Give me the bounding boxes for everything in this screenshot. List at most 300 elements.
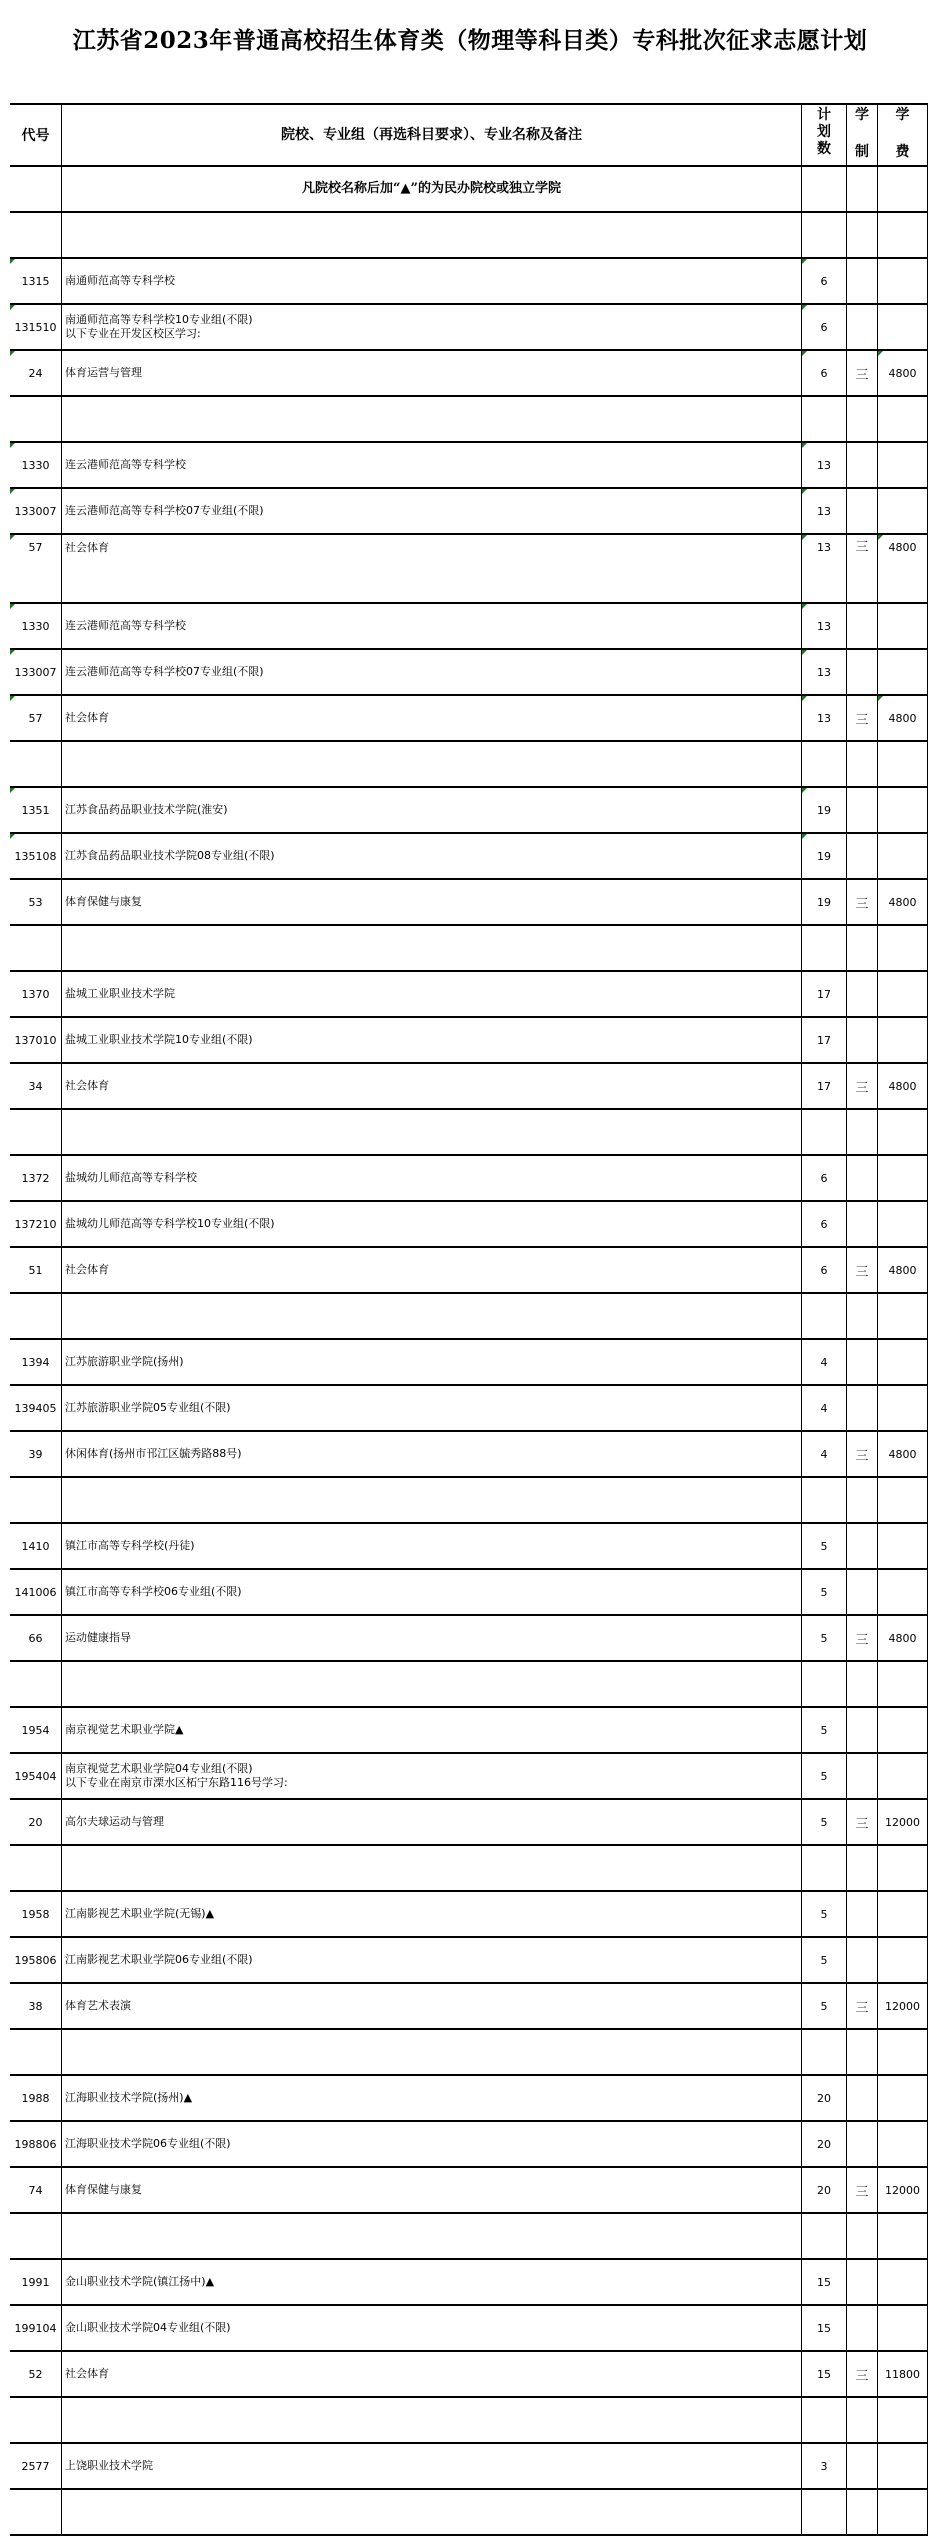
table-row-school: [10, 441, 928, 487]
header-code: 代号: [21, 128, 50, 144]
plan-value: 6: [820, 320, 828, 334]
plan-cell: [801, 1984, 846, 2028]
name-cell: [61, 1662, 801, 1706]
length-cell: [846, 1018, 877, 1062]
code-cell: [10, 1018, 61, 1062]
fee-cell: [877, 305, 928, 349]
code-cell: [10, 880, 61, 924]
name-cell: [61, 535, 801, 602]
code-cell: [10, 2490, 61, 2534]
length-cell: [846, 2352, 877, 2396]
length-cell: [846, 742, 877, 786]
table-row-school: [10, 1154, 928, 1200]
table-row-group: [10, 1568, 928, 1614]
plan-cell: [801, 1202, 846, 1246]
code-value: 1394: [21, 1355, 50, 1369]
code-cell: [10, 397, 61, 441]
flag-triangle-icon: [10, 351, 15, 356]
name-cell: [61, 2214, 801, 2258]
name-value: 江苏旅游职业学院(扬州): [65, 1355, 184, 1368]
table-row-major: [10, 1430, 928, 1476]
fee-value: 4800: [888, 1447, 917, 1461]
fee-cell: [877, 972, 928, 1016]
code-value: 1954: [21, 1723, 50, 1737]
length-value: 三: [855, 2000, 869, 2016]
length-cell: [846, 397, 877, 441]
code-cell: [10, 696, 61, 740]
plan-cell: [801, 1570, 846, 1614]
name-value: 南京视觉艺术职业学院04专业组(不限): [65, 1762, 253, 1775]
plan-cell: [801, 834, 846, 878]
code-cell: [10, 742, 61, 786]
length-cell: [846, 305, 877, 349]
code-cell: [10, 2168, 61, 2212]
header-plan-char: 数: [817, 141, 831, 157]
code-cell: [10, 305, 61, 349]
code-value: 53: [28, 895, 43, 909]
table-header-row: [10, 103, 928, 165]
length-cell: [846, 2168, 877, 2212]
flag-triangle-icon: [10, 834, 15, 839]
plan-cell: [801, 1340, 846, 1384]
length-cell: [846, 1524, 877, 1568]
length-value: 三: [855, 2368, 869, 2384]
length-cell: [846, 2214, 877, 2258]
name-value: 南通师范高等专科学校: [65, 274, 175, 287]
name-cell: [61, 2168, 801, 2212]
spacer-row: [10, 2488, 928, 2534]
fee-value: 4800: [888, 1079, 917, 1093]
fee-cell: [877, 1616, 928, 1660]
notice-fee-cell: [877, 167, 928, 211]
name-value: 社会体育: [65, 1263, 109, 1276]
length-cell: [846, 696, 877, 740]
code-cell: [10, 834, 61, 878]
length-value: 三: [855, 896, 869, 912]
fee-cell: [877, 1340, 928, 1384]
plan-value: 5: [820, 1999, 828, 2013]
fee-cell: [877, 650, 928, 694]
flag-triangle-icon: [802, 305, 807, 310]
name-cell: [61, 2030, 801, 2074]
flag-triangle-icon: [10, 443, 15, 448]
code-value: 39: [28, 1447, 43, 1461]
table-row-major: [10, 1062, 928, 1108]
table-row-major: [10, 533, 928, 602]
enrollment-plan-table: [10, 103, 928, 2536]
plan-cell: [801, 1018, 846, 1062]
length-value: 三: [855, 1080, 869, 1096]
name-value: 镇江市高等专科学校06专业组(不限): [65, 1585, 242, 1598]
code-value: 199104: [14, 2321, 57, 2335]
code-cell: [10, 2260, 61, 2304]
code-cell: [10, 1248, 61, 1292]
flag-triangle-icon: [802, 535, 807, 540]
name-value: 休闲体育(扬州市邗江区毓秀路88号): [65, 1447, 242, 1460]
code-value: 24: [28, 366, 43, 380]
fee-value: 4800: [888, 1263, 917, 1277]
table-row-school: [10, 602, 928, 648]
plan-value: 15: [817, 2321, 831, 2335]
fee-cell: [877, 443, 928, 487]
length-cell: [846, 1294, 877, 1338]
flag-triangle-icon: [802, 788, 807, 793]
name-cell: [61, 2352, 801, 2396]
code-cell: [10, 2398, 61, 2442]
spacer-row: [10, 740, 928, 786]
name-value: 南通师范高等专科学校10专业组(不限): [65, 313, 253, 326]
flag-triangle-icon: [878, 535, 883, 540]
fee-cell: [877, 1754, 928, 1798]
plan-value: 4: [820, 1447, 828, 1461]
plan-value: 6: [820, 274, 828, 288]
length-cell: [846, 351, 877, 395]
code-value: 141006: [14, 1585, 57, 1599]
plan-cell: [801, 213, 846, 257]
fee-cell: [877, 2490, 928, 2534]
name-cell: [61, 1754, 801, 1798]
flag-triangle-icon: [802, 489, 807, 494]
length-value: 三: [855, 712, 869, 728]
fee-cell: [877, 1938, 928, 1982]
flag-triangle-icon: [10, 788, 15, 793]
name-value: 社会体育: [65, 1079, 109, 1092]
code-cell: [10, 2306, 61, 2350]
name-value: 金山职业技术学院04专业组(不限): [65, 2321, 231, 2334]
length-cell: [846, 604, 877, 648]
name-value: 江苏旅游职业学院05专业组(不限): [65, 1401, 231, 1414]
plan-cell: [801, 650, 846, 694]
name-value: 盐城工业职业技术学院: [65, 987, 175, 1000]
name-cell: [61, 1294, 801, 1338]
name-value: 连云港师范高等专科学校07专业组(不限): [65, 504, 264, 517]
fee-cell: [877, 742, 928, 786]
length-cell: [846, 650, 877, 694]
code-cell: [10, 1202, 61, 1246]
name-cell: [61, 2260, 801, 2304]
length-cell: [846, 213, 877, 257]
name-cell: [61, 489, 801, 533]
name-cell: [61, 443, 801, 487]
spacer-row: [10, 2396, 928, 2442]
flag-triangle-icon: [10, 489, 15, 494]
code-value: 137210: [14, 1217, 57, 1231]
fee-cell: [877, 1524, 928, 1568]
name-cell: [61, 1340, 801, 1384]
code-cell: [10, 1386, 61, 1430]
length-cell: [846, 2398, 877, 2442]
plan-cell: [801, 1754, 846, 1798]
fee-cell: [877, 2030, 928, 2074]
plan-value: 4: [820, 1401, 828, 1415]
length-cell: [846, 1662, 877, 1706]
header-fee-char: 费: [895, 144, 910, 160]
name-value: 江南影视艺术职业学院06专业组(不限): [65, 1953, 253, 1966]
fee-cell: [877, 2122, 928, 2166]
flag-triangle-icon: [802, 696, 807, 701]
length-cell: [846, 443, 877, 487]
table-row-group: [10, 1752, 928, 1798]
length-value: 三: [855, 2184, 869, 2200]
plan-value: 15: [817, 2367, 831, 2381]
plan-cell: [801, 259, 846, 303]
length-cell: [846, 2030, 877, 2074]
fee-cell: [877, 2306, 928, 2350]
length-cell: [846, 926, 877, 970]
length-cell: [846, 1846, 877, 1890]
plan-value: 3: [820, 2459, 828, 2473]
name-value: 连云港师范高等专科学校: [65, 619, 186, 632]
plan-cell: [801, 2444, 846, 2488]
length-cell: [846, 1708, 877, 1752]
code-cell: [10, 1524, 61, 1568]
fee-value: 4800: [888, 366, 917, 380]
plan-cell: [801, 1800, 846, 1844]
code-value: 74: [28, 2183, 43, 2197]
length-cell: [846, 1616, 877, 1660]
spacer-row: [10, 1292, 928, 1338]
flag-triangle-icon: [10, 650, 15, 655]
spacer-row: [10, 2028, 928, 2074]
length-cell: [846, 1248, 877, 1292]
plan-cell: [801, 2030, 846, 2074]
length-cell: [846, 1340, 877, 1384]
code-cell: [10, 2352, 61, 2396]
name-value: 社会体育: [65, 711, 109, 724]
plan-value: 5: [820, 1769, 828, 1783]
table-row-group: [10, 2304, 928, 2350]
fee-value: 4800: [888, 711, 917, 725]
code-cell: [10, 788, 61, 832]
plan-value: 20: [817, 2183, 831, 2197]
plan-value: 13: [817, 711, 831, 725]
length-cell: [846, 535, 877, 602]
code-cell: [10, 351, 61, 395]
flag-triangle-icon: [878, 696, 883, 701]
name-cell: [61, 1018, 801, 1062]
fee-cell: [877, 2260, 928, 2304]
name-cell: [61, 2444, 801, 2488]
plan-cell: [801, 696, 846, 740]
code-value: 1370: [21, 987, 50, 1001]
fee-cell: [877, 259, 928, 303]
spacer-row: [10, 1660, 928, 1706]
name-value: 高尔夫球运动与管理: [65, 1815, 164, 1828]
code-value: 66: [28, 1631, 43, 1645]
plan-value: 13: [817, 504, 831, 518]
name-cell: [61, 1570, 801, 1614]
code-cell: [10, 1432, 61, 1476]
flag-triangle-icon: [802, 259, 807, 264]
length-cell: [846, 489, 877, 533]
fee-cell: [877, 1800, 928, 1844]
code-cell: [10, 259, 61, 303]
plan-value: 13: [817, 541, 831, 554]
table-row-group: [10, 832, 928, 878]
plan-value: 6: [820, 366, 828, 380]
name-cell: [61, 696, 801, 740]
spacer-row: [10, 924, 928, 970]
plan-cell: [801, 1432, 846, 1476]
flag-triangle-icon: [802, 650, 807, 655]
code-value: 195806: [14, 1953, 57, 1967]
plan-cell: [801, 2168, 846, 2212]
plan-cell: [801, 2306, 846, 2350]
code-value: 51: [28, 1263, 43, 1277]
length-value: 三: [855, 1264, 869, 1280]
code-value: 1991: [21, 2275, 50, 2289]
length-cell: [846, 1478, 877, 1522]
plan-value: 17: [817, 1079, 831, 1093]
length-cell: [846, 972, 877, 1016]
flag-triangle-icon: [10, 305, 15, 310]
plan-value: 13: [817, 619, 831, 633]
plan-cell: [801, 1524, 846, 1568]
fee-cell: [877, 535, 928, 602]
plan-value: 5: [820, 1539, 828, 1553]
code-cell: [10, 2076, 61, 2120]
plan-cell: [801, 351, 846, 395]
fee-cell: [877, 1294, 928, 1338]
plan-cell: [801, 926, 846, 970]
code-value: 131510: [14, 320, 57, 334]
table-row-major: [10, 1982, 928, 2028]
name-cell: [61, 1892, 801, 1936]
plan-value: 19: [817, 803, 831, 817]
name-cell: [61, 926, 801, 970]
code-value: 1958: [21, 1907, 50, 1921]
code-value: 52: [28, 2367, 43, 2381]
plan-cell: [801, 972, 846, 1016]
fee-value: 11800: [885, 2367, 920, 2381]
plan-value: 13: [817, 665, 831, 679]
name-value: 连云港师范高等专科学校07专业组(不限): [65, 665, 264, 678]
name-cell: [61, 1110, 801, 1154]
name-value: 体育艺术表演: [65, 1999, 131, 2012]
spacer-row: [10, 1108, 928, 1154]
name-cell: [61, 742, 801, 786]
name-value: 盐城幼儿师范高等专科学校: [65, 1171, 197, 1184]
table-row-group: [10, 1016, 928, 1062]
plan-cell: [801, 2214, 846, 2258]
header-plan-char: 计: [817, 107, 831, 123]
length-cell: [846, 1800, 877, 1844]
flag-triangle-icon: [878, 351, 883, 356]
length-cell: [846, 880, 877, 924]
fee-value: 12000: [885, 1815, 920, 1829]
length-cell: [846, 1156, 877, 1200]
plan-value: 20: [817, 2091, 831, 2105]
fee-cell: [877, 834, 928, 878]
header-length: [846, 105, 877, 165]
name-cell: [61, 351, 801, 395]
flag-triangle-icon: [802, 351, 807, 356]
name-value: 上饶职业技术学院: [65, 2459, 153, 2472]
plan-cell: [801, 2490, 846, 2534]
header-length-char: 学: [855, 107, 869, 123]
spacer-row: [10, 2212, 928, 2258]
plan-value: 19: [817, 849, 831, 863]
name-value: 江苏食品药品职业技术学院08专业组(不限): [65, 849, 275, 862]
name-value: 社会体育: [65, 2367, 109, 2380]
table-row-group: [10, 1384, 928, 1430]
code-cell: [10, 535, 61, 602]
table-row-group: [10, 1936, 928, 1982]
name-value: 体育保健与康复: [65, 2183, 142, 2196]
name-value: 盐城工业职业技术学院10专业组(不限): [65, 1033, 253, 1046]
code-value: 1372: [21, 1171, 50, 1185]
header-name: 院校、专业组（再选科目要求）、专业名称及备注: [61, 105, 801, 165]
length-cell: [846, 2076, 877, 2120]
plan-value: 5: [820, 1953, 828, 1967]
code-cell: [10, 213, 61, 257]
length-value: 三: [855, 1448, 869, 1464]
table-body: [10, 211, 928, 2534]
plan-cell: [801, 2076, 846, 2120]
length-cell: [846, 2122, 877, 2166]
fee-cell: [877, 1110, 928, 1154]
notice-text: 凡院校名称后加“▲”的为民办院校或独立学院: [61, 167, 801, 211]
plan-value: 5: [820, 1631, 828, 1645]
name-cell: [61, 397, 801, 441]
flag-triangle-icon: [802, 604, 807, 609]
name-cell: [61, 2398, 801, 2442]
notice-plan-cell: [801, 167, 846, 211]
table-row-group: [10, 487, 928, 533]
length-cell: [846, 1984, 877, 2028]
code-cell: [10, 1478, 61, 1522]
fee-cell: [877, 1846, 928, 1890]
name-value: 江南影视艺术职业学院(无锡)▲: [65, 1907, 215, 1920]
fee-cell: [877, 1478, 928, 1522]
plan-value: 15: [817, 2275, 831, 2289]
table-row-major: [10, 878, 928, 924]
name-value: 金山职业技术学院(镇江扬中)▲: [65, 2275, 215, 2288]
plan-cell: [801, 2398, 846, 2442]
code-cell: [10, 1064, 61, 1108]
name-cell: [61, 2122, 801, 2166]
fee-cell: [877, 1156, 928, 1200]
name-cell: [61, 788, 801, 832]
length-cell: [846, 1386, 877, 1430]
flag-triangle-icon: [10, 604, 15, 609]
name-value: 运动健康指导: [65, 1631, 131, 1644]
length-cell: [846, 2490, 877, 2534]
flag-triangle-icon: [10, 696, 15, 701]
code-cell: [10, 2030, 61, 2074]
code-cell: [10, 1754, 61, 1798]
header-fee-char: 学: [895, 107, 910, 123]
name-note: 以下专业在南京市溧水区柘宁东路116号学习:: [65, 1776, 288, 1789]
table-row-school: [10, 257, 928, 303]
plan-cell: [801, 1938, 846, 1982]
name-cell: [61, 2490, 801, 2534]
name-value: 社会体育: [65, 541, 109, 554]
plan-cell: [801, 742, 846, 786]
plan-value: 5: [820, 1723, 828, 1737]
fee-cell: [877, 604, 928, 648]
table-row-school: [10, 1890, 928, 1936]
code-cell: [10, 1294, 61, 1338]
plan-value: 6: [820, 1171, 828, 1185]
code-value: 1330: [21, 458, 50, 472]
table-row-school: [10, 786, 928, 832]
name-cell: [61, 604, 801, 648]
plan-cell: [801, 1846, 846, 1890]
plan-cell: [801, 604, 846, 648]
code-value: 198806: [14, 2137, 57, 2151]
plan-value: 19: [817, 895, 831, 909]
